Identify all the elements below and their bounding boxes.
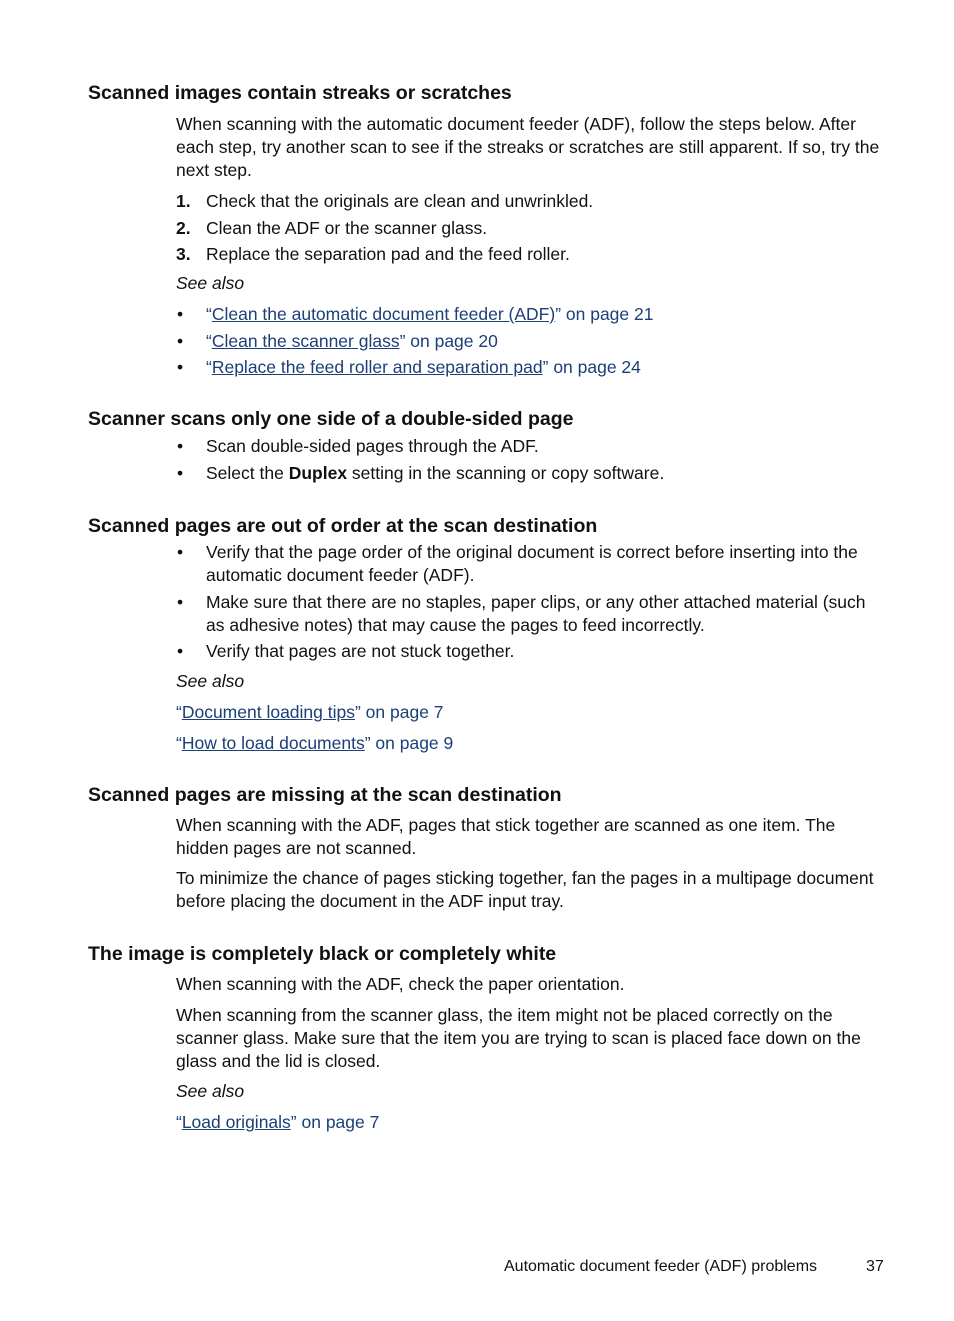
section-body-one-side <box>176 435 888 488</box>
see-also-link-line: “Load originals” on page 7 <box>176 1112 380 1132</box>
section-body-out-of-order <box>176 541 888 763</box>
section-body-black-white <box>176 973 888 1142</box>
step-text: Clean the ADF or the scanner glass. <box>206 217 488 238</box>
link-load-originals[interactable]: Load originals <box>181 1112 291 1132</box>
see-also-link-line: “Document loading tips” on page 7 <box>176 702 444 722</box>
step-text: Check that the originals are clean and unwrinkled. <box>206 191 594 211</box>
step-text: Replace the separation pad and the feed roller. <box>206 244 570 264</box>
list-item <box>176 190 888 213</box>
link-clean-adf[interactable]: Clean the automatic document feeder (ADF) <box>211 304 556 324</box>
link-clean-scanner-glass[interactable]: Clean the scanner glass <box>211 330 400 351</box>
section-body-streaks <box>176 113 888 383</box>
paragraph: When scanning with the ADF, check the paper orientation. <box>176 974 625 994</box>
section-heading-streaks: Scanned images contain streaks or scratches <box>88 82 512 104</box>
see-also-links <box>176 303 888 379</box>
bullet-icon: • <box>177 462 184 483</box>
list-item: • “Clean the automatic document feeder (ADF)” on page 21 <box>177 304 654 324</box>
section-heading-out-of-order: Scanned pages are out of order at the scan destination <box>88 515 598 537</box>
list-item: • Verify that pages are not stuck together. <box>177 641 515 661</box>
see-also-label: See also <box>176 1081 245 1101</box>
link-how-to-load-documents[interactable]: How to load documents <box>181 733 365 753</box>
bullet-icon: • <box>177 591 184 612</box>
link-document-loading-tips[interactable]: Document loading tips <box>181 702 355 722</box>
intro-paragraph: When scanning with the automatic document feeder (ADF), follow the steps below. After each step, try another scan to see if the streaks or scratches are still apparent. If so, try the next step. <box>176 114 880 180</box>
step-number: 1. <box>176 191 191 211</box>
list-item <box>176 243 888 266</box>
paragraph: When scanning with the ADF, pages that stick together are scanned as one item. The hidden pages are not scanned. <box>176 815 836 858</box>
page-number: 37 <box>866 1258 884 1275</box>
list-item: • Scan double-sided pages through the ADF. <box>177 436 539 456</box>
bullet-icon: • <box>177 304 184 324</box>
list-item: • Verify that the page order of the original document is correct before inserting into the automatic document feeder (ADF). <box>177 542 858 585</box>
bullet-icon: • <box>177 357 184 377</box>
section-heading-one-side: Scanner scans only one side of a double-sided page <box>88 408 574 430</box>
bullet-icon: • <box>177 436 184 456</box>
bullet-icon: • <box>177 542 184 562</box>
steps-list <box>176 190 888 266</box>
footer-section-title: Automatic document feeder (ADF) problems <box>504 1258 818 1275</box>
paragraph: To minimize the chance of pages sticking together, fan the pages in a multipage document before placing the document in the ADF input tray. <box>176 868 874 911</box>
bullet-list <box>176 435 888 485</box>
see-also-label: See also <box>176 671 245 691</box>
section-heading-missing-pages: Scanned pages are missing at the scan destination <box>88 784 562 806</box>
section-body-missing-pages <box>176 814 888 920</box>
see-also-link-line: “How to load documents” on page 9 <box>176 733 454 753</box>
step-number: 3. <box>176 244 191 264</box>
list-item: • “Replace the feed roller and separation pad” on page 24 <box>177 357 641 377</box>
bullet-icon: • <box>177 330 184 351</box>
duplex-setting: Duplex <box>288 462 348 483</box>
bullet-icon: • <box>177 641 184 661</box>
bullet-list <box>176 541 888 663</box>
see-also-label: See also <box>176 273 245 293</box>
step-number: 2. <box>176 217 191 238</box>
list-item: • Select the Duplex setting in the scanning or copy software. <box>177 462 665 483</box>
link-replace-feed-roller[interactable]: Replace the feed roller and separation pad <box>211 357 543 377</box>
list-item <box>176 217 888 240</box>
list-item: • Make sure that there are no staples, paper clips, or any other attached material (such as adhesive notes) that may cause the pages to feed incorrectly. <box>177 591 866 635</box>
section-heading-black-white: The image is completely black or completely white <box>88 943 557 965</box>
paragraph: When scanning from the scanner glass, the item might not be placed correctly on the scanner glass. Make sure that the item you are trying to scan is placed face down on the glass and the lid is closed. <box>176 1005 861 1071</box>
list-item: • “Clean the scanner glass” on page 20 <box>177 330 498 351</box>
